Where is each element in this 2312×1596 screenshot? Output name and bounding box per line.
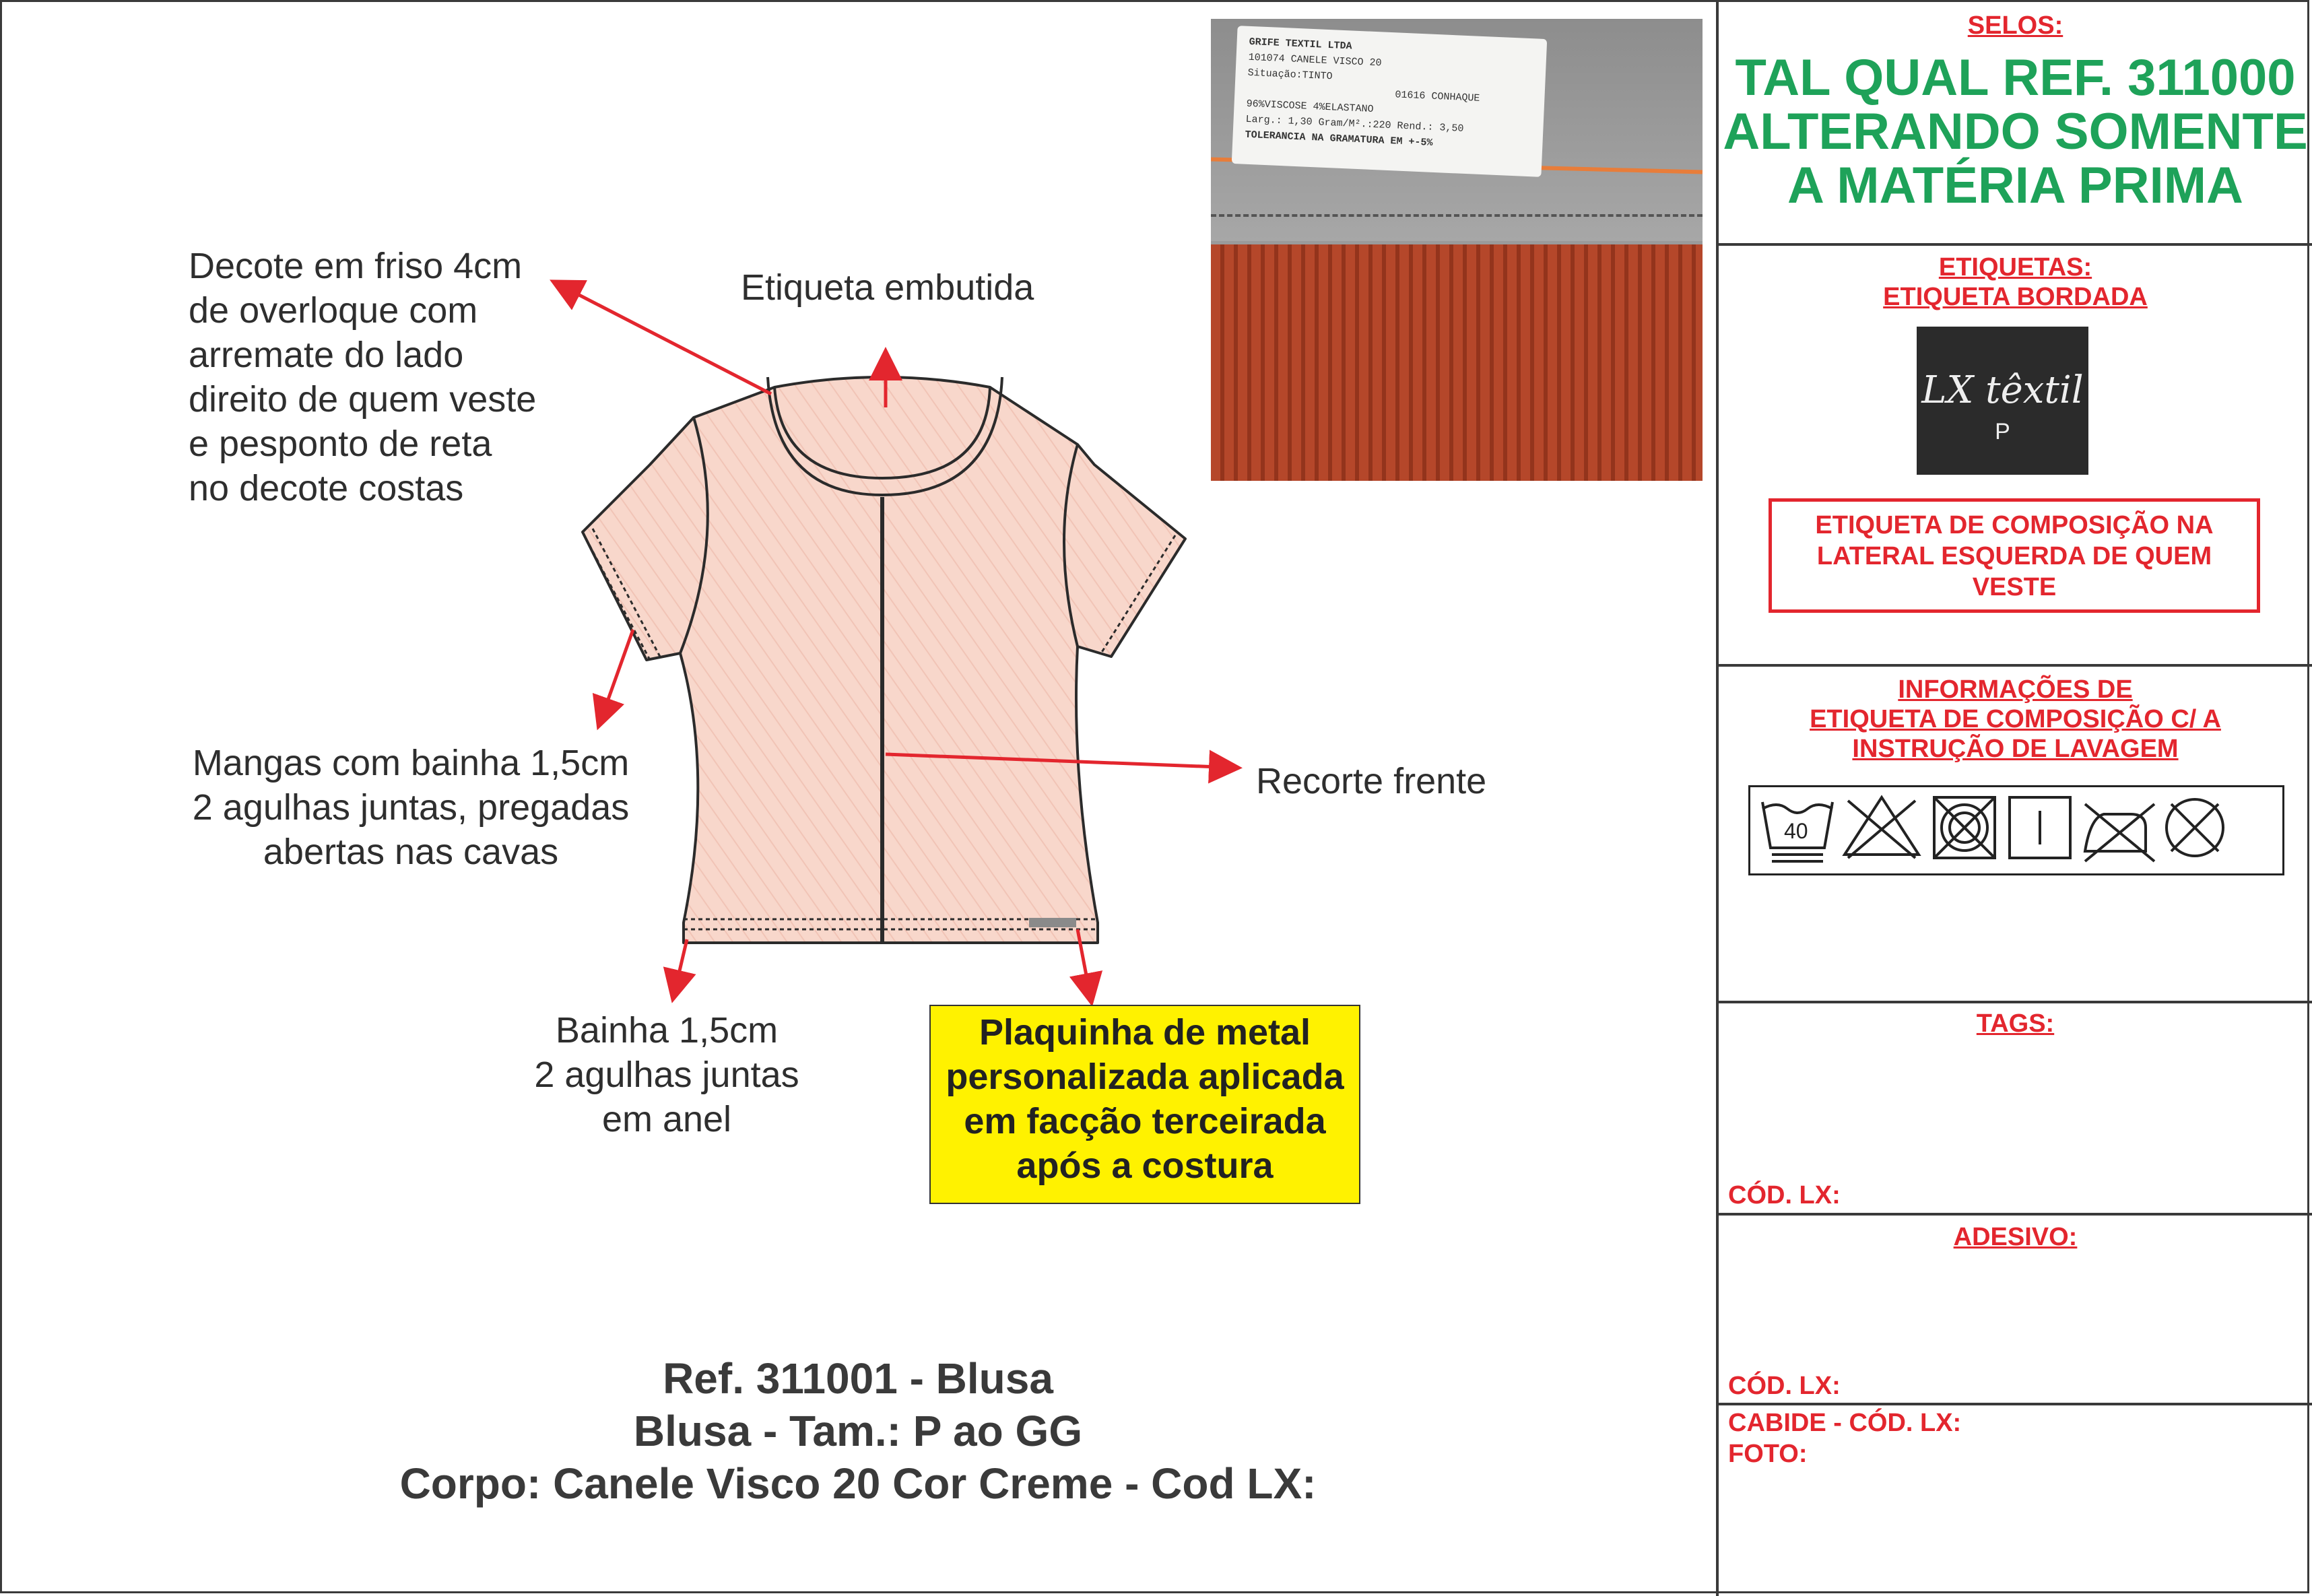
tag-line: 96%VISCOSE 4%ELASTANO <box>1246 98 1374 115</box>
etiquetas-heading <box>1719 253 2312 312</box>
tag-line: Larg.: 1,30 Gram/M².:220 Rend.: 3,50 <box>1245 113 1464 135</box>
shirt-sketch <box>583 377 1185 943</box>
decote-note <box>189 244 536 510</box>
section-title: INFORMAÇÕES DE <box>1898 675 2133 704</box>
note-line: 2 agulhas juntas <box>534 1055 799 1095</box>
note-line: em anel <box>601 1099 732 1139</box>
box-line: LATERAL ESQUERDA DE QUEM <box>1816 542 2212 570</box>
rib-fabric-swatch <box>1211 244 1703 481</box>
note-line: no decote costas <box>189 468 464 508</box>
fabric-tag <box>1232 26 1548 177</box>
wash-temp: 40 <box>1784 819 1808 843</box>
etiqueta-embutida-note: Etiqueta embutida <box>741 267 1034 308</box>
note-line: Mangas com bainha 1,5cm <box>192 743 630 783</box>
tag-line: 01616 CONHAQUE <box>1395 89 1480 104</box>
box-line: ETIQUETA DE COMPOSIÇÃO NA <box>1815 511 2214 539</box>
cabide-section <box>1728 1407 1961 1469</box>
reference-block <box>0 1352 1716 1510</box>
note-line: Decote em friso 4cm <box>189 246 523 286</box>
brand-label <box>1917 327 2088 475</box>
note-line: 2 agulhas juntas, pregadas <box>192 787 630 828</box>
section-subtitle: ETIQUETA DE COMPOSIÇÃO C/ A <box>1810 705 2221 733</box>
selos-text <box>1719 51 2312 213</box>
note-line: após a costura <box>1016 1145 1274 1186</box>
note-line: de overloque com <box>189 290 478 331</box>
tag-line: TOLERANCIA NA GRAMATURA EM +-5% <box>1245 129 1433 149</box>
tag-line: 101074 CANELE VISCO 20 <box>1248 51 1382 69</box>
etiquetas-section <box>1719 246 2312 667</box>
tag-line: Situação:TINTO <box>1247 67 1333 83</box>
brand-name: LX têxtil <box>1921 368 2084 412</box>
foto-label: FOTO: <box>1728 1440 1808 1468</box>
section-title: ADESIVO: <box>1953 1223 2078 1251</box>
recorte-note: Recorte frente <box>1256 761 1487 801</box>
brand-size: P <box>1995 419 2010 444</box>
adesivo-section <box>1719 1216 2312 1405</box>
cod-lx-label: CÓD. LX: <box>1728 1372 1841 1400</box>
cabide-label: CABIDE - CÓD. LX: <box>1728 1409 1962 1437</box>
wash-40-icon <box>1762 802 1832 861</box>
info-heading <box>1719 675 2312 764</box>
box-line: VESTE <box>1972 573 2057 601</box>
mangas-note <box>155 741 667 874</box>
composicao-box <box>1769 498 2260 613</box>
note-line: em facção terceirada <box>964 1101 1326 1141</box>
section-subtitle: ETIQUETA BORDADA <box>1883 283 2148 311</box>
note-line: Plaquinha de metal <box>979 1012 1311 1053</box>
reference-line: Blusa - Tam.: P ao GG <box>633 1407 1083 1455</box>
section-title: SELOS: <box>1967 11 2063 40</box>
tag-line: GRIFE TEXTIL LTDA <box>1249 36 1352 53</box>
bainha-note <box>498 1008 835 1141</box>
note-line: direito de quem veste <box>189 379 537 420</box>
reference-line: Corpo: Canele Visco 20 Cor Creme - Cod LX: <box>399 1459 1317 1508</box>
plaquinha-callout <box>929 1005 1360 1204</box>
note-line: Bainha 1,5cm <box>555 1010 779 1051</box>
selos-section <box>1719 0 2312 246</box>
no-bleach-icon <box>1845 797 1919 858</box>
no-dry-clean-icon <box>2167 799 2223 856</box>
section-subtitle: INSTRUÇÃO DE LAVAGEM <box>1852 735 2179 763</box>
care-symbols-row <box>1748 785 2284 875</box>
section-title: ETIQUETAS: <box>1938 253 2092 281</box>
selos-line: ALTERANDO SOMENTE <box>1723 103 2308 160</box>
section-title: TAGS: <box>1976 1009 2055 1038</box>
note-line: abertas nas cavas <box>263 832 559 872</box>
selos-line: A MATÉRIA PRIMA <box>1787 157 2243 214</box>
note-line: personalizada aplicada <box>946 1057 1344 1097</box>
no-iron-icon <box>2085 804 2154 861</box>
note-line: arremate do lado <box>189 335 464 375</box>
fabric-photo <box>1211 19 1703 481</box>
cod-lx-label: CÓD. LX: <box>1728 1181 1841 1209</box>
note-line: e pesponto de reta <box>189 424 492 464</box>
no-tumble-dry-icon <box>1934 797 1995 858</box>
reference-line: Ref. 311001 - Blusa <box>663 1354 1053 1403</box>
metal-plate <box>1029 918 1076 927</box>
line-dry-icon <box>2010 797 2070 858</box>
tags-section <box>1719 1003 2312 1216</box>
selos-line: TAL QUAL REF. 311000 <box>1735 49 2296 106</box>
